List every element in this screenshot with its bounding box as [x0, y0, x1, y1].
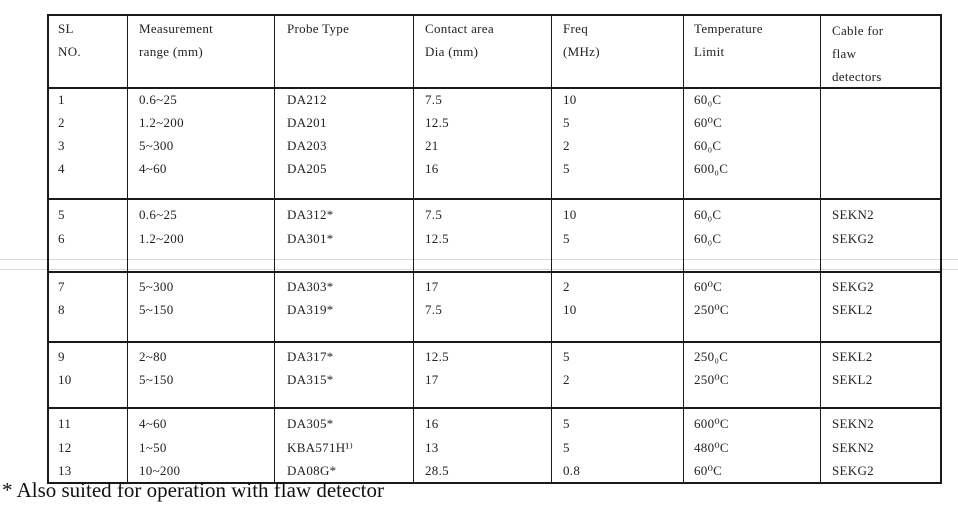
cell-sl-no: 2 [58, 115, 65, 130]
cell-freq: 2 [563, 279, 570, 294]
cell-cable: SEKG2 [832, 279, 874, 294]
cell-temperature-limit: 60⁰C [694, 463, 723, 478]
cell-sl-no: 6 [58, 231, 65, 246]
cell-contact-area: 16 [425, 161, 439, 176]
cell-probe-type: DA08G* [287, 463, 337, 478]
cell-contact-area: 7.5 [425, 207, 443, 222]
cell-sl-no: 10 [58, 372, 72, 387]
header-text: NO. [58, 44, 81, 59]
cell-sl-no: 11 [58, 416, 72, 431]
cell-temperature-limit: 60⁰C [694, 115, 723, 130]
cell-temperature-limit: 60⁰C [694, 279, 723, 294]
header-text: Freq [563, 21, 589, 36]
cell-cable: SEKL2 [832, 302, 873, 317]
cell-sl-no: 5 [58, 207, 65, 222]
cell-cable: SEKL2 [832, 372, 873, 387]
cell-measurement-range: 1.2~200 [139, 231, 184, 246]
cell-freq: 2 [563, 372, 570, 387]
cell-measurement-range: 1~50 [139, 440, 167, 455]
footnote: * Also suited for operation with flaw detector [2, 478, 384, 502]
cell-probe-type: DA319* [287, 302, 334, 317]
cell-freq: 5 [563, 231, 570, 246]
cell-measurement-range: 2~80 [139, 349, 167, 364]
cell-probe-type: DA205 [287, 161, 327, 176]
cell-temperature-limit: 480⁰C [694, 440, 729, 455]
cell-probe-type: KBA571H¹⁾ [287, 440, 354, 455]
cell-freq: 0.8 [563, 463, 581, 478]
cell-measurement-range: 5~150 [139, 302, 174, 317]
cell-temperature-limit: 60₀C [694, 231, 722, 246]
cell-sl-no: 7 [58, 279, 65, 294]
cell-contact-area: 12.5 [425, 115, 449, 130]
cell-temperature-limit: 600₀C [694, 161, 729, 176]
cell-freq: 5 [563, 349, 570, 364]
cell-cable: SEKG2 [832, 463, 874, 478]
header-sl-no [58, 17, 81, 63]
header-measurement-range [139, 17, 213, 63]
cell-measurement-range: 1.2~200 [139, 115, 184, 130]
header-text: Measurement [139, 21, 214, 36]
cell-measurement-range: 4~60 [139, 416, 167, 431]
header-text: SL [58, 21, 74, 36]
header-text: Limit [694, 44, 725, 59]
header-text: Cable for [832, 23, 884, 38]
cell-contact-area: 12.5 [425, 349, 449, 364]
cell-probe-type: DA312* [287, 207, 334, 222]
cell-freq: 5 [563, 416, 570, 431]
cell-cable: SEKL2 [832, 349, 873, 364]
cell-probe-type: DA305* [287, 416, 334, 431]
cell-temperature-limit: 250⁰C [694, 302, 729, 317]
cell-temperature-limit: 60₀C [694, 92, 722, 107]
cell-contact-area: 28.5 [425, 463, 449, 478]
cell-probe-type: DA201 [287, 115, 327, 130]
cell-contact-area: 16 [425, 416, 439, 431]
header-probe-type [287, 17, 349, 40]
cell-sl-no: 8 [58, 302, 65, 317]
header-text: range (mm) [139, 44, 204, 59]
cell-probe-type: DA317* [287, 349, 334, 364]
cell-contact-area: 21 [425, 138, 439, 153]
cell-cable: SEKG2 [832, 231, 874, 246]
cell-measurement-range: 5~300 [139, 138, 174, 153]
cell-contact-area: 17 [425, 372, 439, 387]
cell-measurement-range: 10~200 [139, 463, 181, 478]
cell-measurement-range: 5~150 [139, 372, 174, 387]
cell-temperature-limit: 60₀C [694, 207, 722, 222]
header-text: Temperature [694, 21, 763, 36]
cell-contact-area: 7.5 [425, 302, 443, 317]
cell-freq: 10 [563, 302, 577, 317]
header-temperature-limit [694, 17, 763, 63]
cell-freq: 10 [563, 207, 577, 222]
cell-measurement-range: 0.6~25 [139, 92, 178, 107]
cell-contact-area: 13 [425, 440, 439, 455]
header-text: Contact area [425, 21, 494, 36]
header-text: (MHz) [563, 44, 600, 59]
cell-temperature-limit: 250₀C [694, 349, 729, 364]
cell-probe-type: DA301* [287, 231, 334, 246]
cell-temperature-limit: 600⁰C [694, 416, 729, 431]
header-cable [832, 19, 883, 88]
cell-sl-no: 12 [58, 440, 72, 455]
cell-sl-no: 13 [58, 463, 72, 478]
cell-freq: 5 [563, 161, 570, 176]
cell-temperature-limit: 60₀C [694, 138, 722, 153]
cell-sl-no: 1 [58, 92, 65, 107]
cell-sl-no: 4 [58, 161, 65, 176]
header-text: detectors [832, 69, 882, 84]
cell-measurement-range: 4~60 [139, 161, 167, 176]
cell-temperature-limit: 250⁰C [694, 372, 729, 387]
header-freq [563, 17, 600, 63]
cell-contact-area: 17 [425, 279, 439, 294]
cell-freq: 5 [563, 115, 570, 130]
cell-cable: SEKN2 [832, 440, 874, 455]
cell-probe-type: DA203 [287, 138, 327, 153]
cell-probe-type: DA315* [287, 372, 334, 387]
cell-freq: 2 [563, 138, 570, 153]
cell-measurement-range: 5~300 [139, 279, 174, 294]
cell-sl-no: 9 [58, 349, 65, 364]
cell-freq: 5 [563, 440, 570, 455]
header-text: Dia (mm) [425, 44, 479, 59]
header-contact-area [425, 17, 494, 63]
cell-sl-no: 3 [58, 138, 65, 153]
cell-probe-type: DA212 [287, 92, 327, 107]
cell-cable: SEKN2 [832, 207, 874, 222]
cell-contact-area: 7.5 [425, 92, 443, 107]
header-text: flaw [832, 46, 857, 61]
cell-contact-area: 12.5 [425, 231, 449, 246]
cell-freq: 10 [563, 92, 577, 107]
header-text: Probe Type [287, 21, 350, 36]
cell-probe-type: DA303* [287, 279, 334, 294]
cell-measurement-range: 0.6~25 [139, 207, 178, 222]
cell-cable: SEKN2 [832, 416, 874, 431]
